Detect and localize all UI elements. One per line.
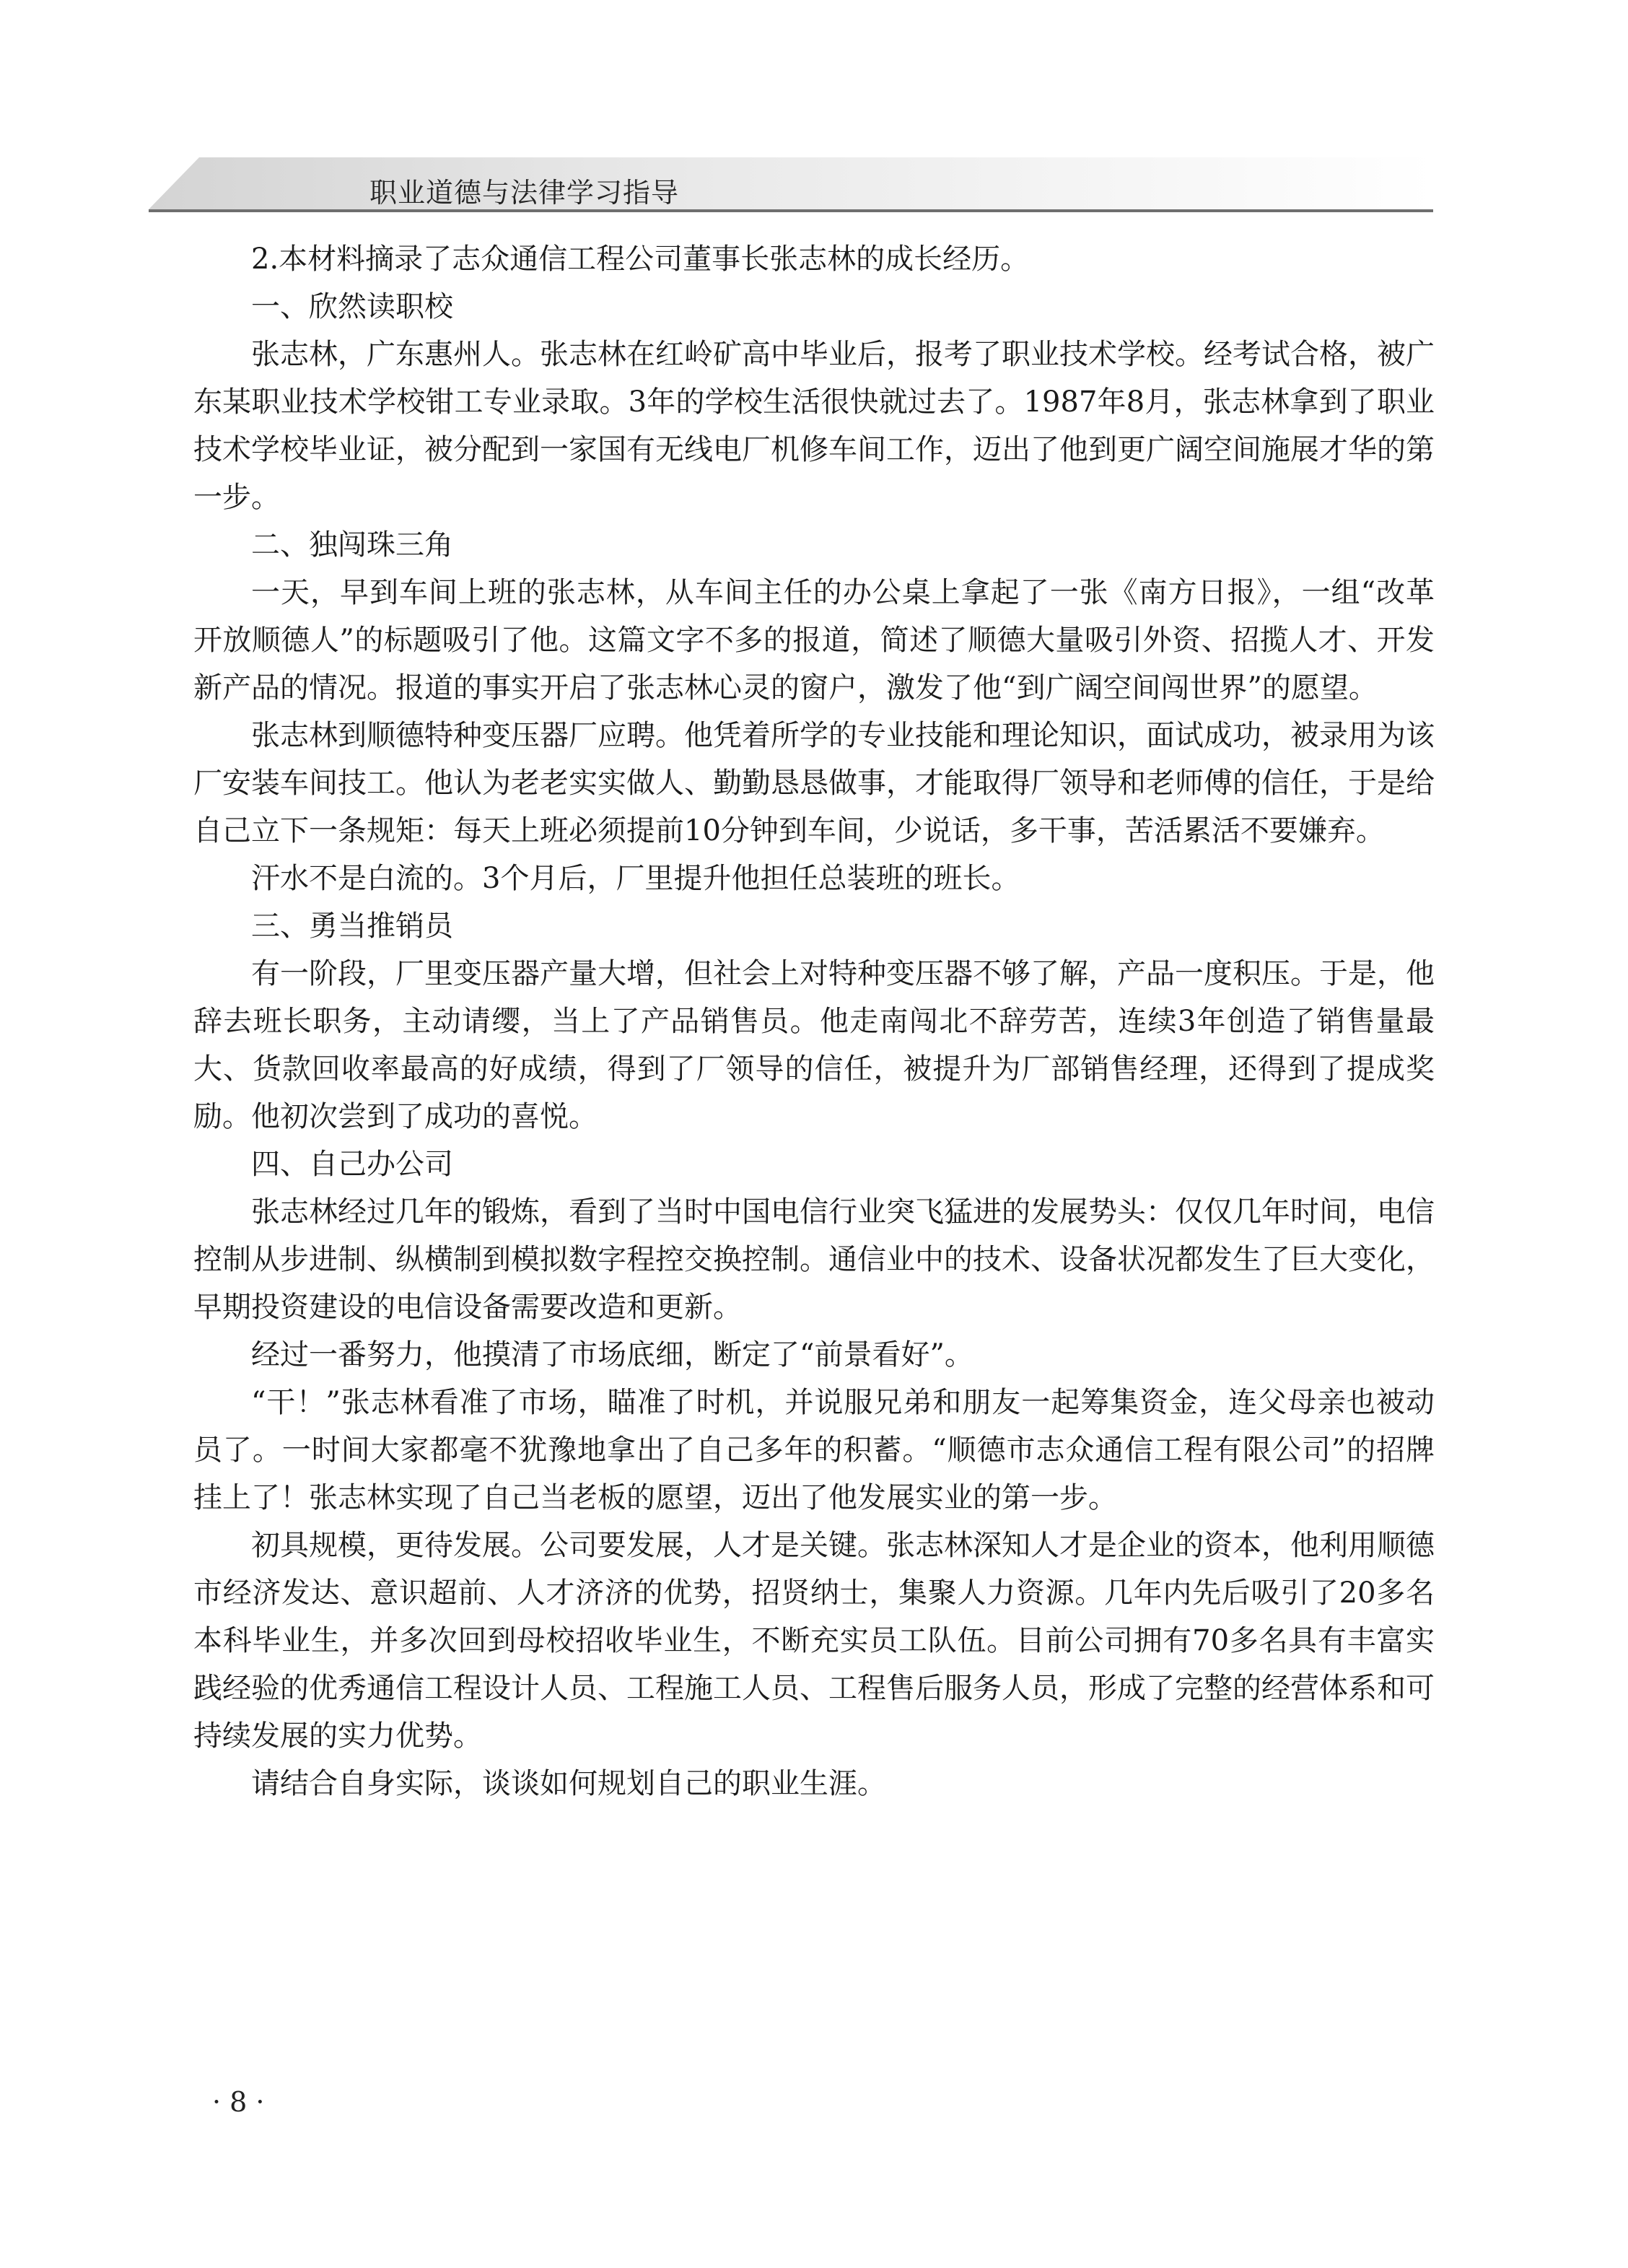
header-gradient-shape [149, 152, 1433, 212]
body-paragraph: “干！”张志林看准了市场，瞄准了时机，并说服兄弟和朋友一起筹集资金，连父母亲也被动员了。一时间大家都毫不犹豫地拿出了自己多年的积蓄。“顺德市志众通信工程有限公司”的招牌挂上了！张志林实现了自己当老板的愿望，迈出了他发展实业的第一步。 [193, 1386, 1435, 1514]
header-decoration [149, 152, 1433, 212]
body-paragraph: 张志林经过几年的锻炼，看到了当时中国电信行业突飞猛进的发展势头：仅仅几年时间，电信控制从步进制、纵横制到模拟数字程控交换控制。通信业中的技术、设备状况都发生了巨大变化，早期投资建设的电信设备需要改造和更新。 [193, 1195, 1435, 1324]
section-heading-1: 一、欣然读职校 [251, 290, 453, 323]
question-prompt: 请结合自身实际，谈谈如何规划自己的职业生涯。 [251, 1767, 886, 1800]
body-paragraph: 经过一番努力，他摸清了市场底细，断定了“前景看好”。 [251, 1338, 973, 1371]
section-heading-4: 四、自己办公司 [251, 1148, 453, 1181]
body-paragraph: 张志林到顺德特种变压器厂应聘。他凭着所学的专业技能和理论知识，面试成功，被录用为该厂安装车间技工。他认为老老实实做人、勤勤恳恳做事，才能取得厂领导和老师傅的信任，于是给自己立下一条规矩：每天上班必须提前10分钟到车间，少说话，多干事，苦活累活不要嫌弃。 [193, 719, 1435, 847]
body-paragraph: 汗水不是白流的。3个月后，厂里提升他担任总装班的班长。 [251, 862, 1020, 895]
body-paragraph: 有一阶段，厂里变压器产量大增，但社会上对特种变压器不够了解，产品一度积压。于是，他辞去班长职务，主动请缨，当上了产品销售员。他走南闯北不辞劳苦，连续3年创造了销售量最大、货款回收率最高的好成绩，得到了厂领导的信任，被提升为厂部销售经理，还得到了提成奖励。他初次尝到了成功的喜悦。 [193, 957, 1435, 1133]
body-paragraph: 张志林，广东惠州人。张志林在红岭矿高中毕业后，报考了职业技术学校。经考试合格，被广东某职业技术学校钳工专业录取。3年的学校生活很快就过去了。1987年8月，张志林拿到了职业技术学校毕业证，被分配到一家国有无线电厂机修车间工作，迈出了他到更广阔空间施展才华的第一步。 [193, 338, 1435, 514]
section-heading-2: 二、独闯珠三角 [251, 528, 453, 562]
section-heading-3: 三、勇当推销员 [251, 910, 453, 943]
running-header-title: 职业道德与法律学习指导 [369, 177, 680, 209]
page-body [193, 235, 1435, 1807]
header-divider [149, 209, 1433, 212]
body-paragraph: 一天，早到车间上班的张志林，从车间主任的办公桌上拿起了一张《南方日报》，一组“改革开放顺德人”的标题吸引了他。这篇文字不多的报道，简述了顺德大量吸引外资、招揽人才、开发新产品的情况。报道的事实开启了张志林心灵的窗户，激发了他“到广阔空间闯世界”的愿望。 [193, 576, 1435, 705]
body-paragraph: 初具规模，更待发展。公司要发展，人才是关键。张志林深知人才是企业的资本，他利用顺德市经济发达、意识超前、人才济济的优势，招贤纳士，集聚人力资源。几年内先后吸引了20多名本科毕业生，并多次回到母校招收毕业生，不断充实员工队伍。目前公司拥有70多名具有丰富实践经验的优秀通信工程设计人员、工程施工人员、工程售后服务人员，形成了完整的经营体系和可持续发展的实力优势。 [193, 1529, 1435, 1753]
page-number: · 8 · [212, 2086, 265, 2118]
material-intro: 2.本材料摘录了志众通信工程公司董事长张志林的成长经历。 [251, 243, 1030, 276]
